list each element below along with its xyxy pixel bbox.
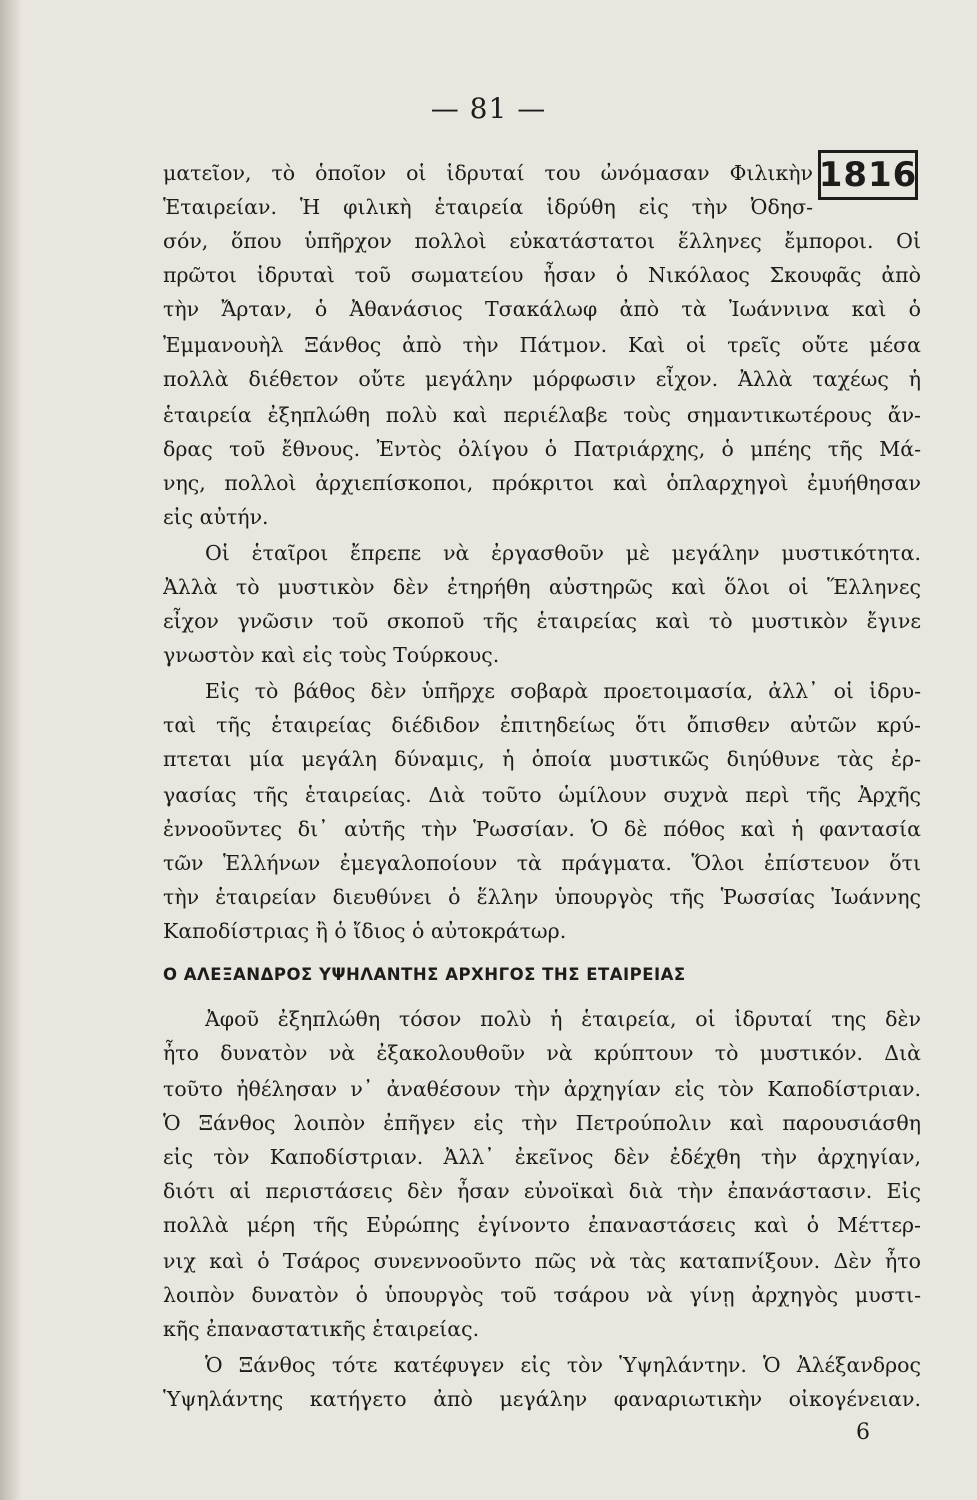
signature-mark: 6 xyxy=(856,1420,870,1445)
text-line: γασίας τῆς ἑταιρείας. Διὰ τοῦτο ὡμίλουν συχνὰ περὶ τῆς Ἀρχῆς xyxy=(163,783,921,807)
text-line: διότι αἱ περιστάσεις δὲν ἦσαν εὐνοϊκαὶ διὰ τὴν ἐπανάστασιν. Εἰς xyxy=(163,1179,921,1203)
text-line: γνωστὸν καὶ εἰς τοὺς Τούρκους. xyxy=(163,643,500,667)
text-line: ἦτο δυνατὸν νὰ ἐξακολουθοῦν νὰ κρύπτουν τὸ μυστικόν. Διὰ xyxy=(163,1041,921,1065)
text-line: Ὑψηλάντης κατήγετο ἀπὸ μεγάλην φαναριωτικὴν οἰκογένειαν. xyxy=(163,1387,921,1411)
text-line: εἶχον γνῶσιν τοῦ σκοποῦ τῆς ἑταιρείας καὶ τὸ μυστικὸν ἔγινε xyxy=(163,609,921,633)
text-line: τὴν ἑταιρείαν διευθύνει ὁ ἕλλην ὑπουργὸς τῆς Ῥωσσίας Ἰωάννης xyxy=(163,885,921,909)
text-line: πολλὰ μέρη τῆς Εὐρώπης ἐγίνοντο ἐπαναστάσεις καὶ ὁ Μέττερ- xyxy=(163,1213,921,1237)
text-line: τῶν Ἑλλήνων ἐμεγαλοποίουν τὰ πράγματα. Ὅλοι ἐπίστευον ὅτι xyxy=(163,851,921,875)
text-line: εἰς αὐτήν. xyxy=(163,505,269,529)
text-line: κῆς ἐπαναστατικῆς ἑταιρείας. xyxy=(163,1317,480,1341)
text-line: Οἱ ἑταῖροι ἔπρεπε νὰ ἐργασθοῦν μὲ μεγάλην μυστικότητα. xyxy=(205,541,921,565)
text-line: εἰς τὸν Καποδίστριαν. Ἀλλ᾽ ἐκεῖνος δὲν ἐδέχθη τὴν ἀρχηγίαν, xyxy=(163,1145,921,1169)
text-line: νιχ καὶ ὁ Τσάρος συνεννοοῦντο πῶς νὰ τὰς καταπνίξουν. Δὲν ἦτο xyxy=(163,1249,921,1273)
text-line: τὴν Ἄρταν, ὁ Ἀθανάσιος Τσακάλωφ ἀπὸ τὰ Ἰωάννινα καὶ ὁ xyxy=(163,297,921,321)
page-edge-shadow xyxy=(0,0,22,1500)
section-heading: Ο ΑΛΕΞΑΝΔΡΟΣ ΥΨΗΛΑΝΤΗΣ ΑΡΧΗΓΟΣ ΤΗΣ ΕΤΑΙΡΕΙΑΣ xyxy=(163,965,686,984)
text-line: ἐννοοῦντες δι᾽ αὐτῆς τὴν Ῥωσσίαν. Ὁ δὲ πόθος καὶ ἡ φαντασία xyxy=(163,817,921,841)
text-line: πολλὰ διέθετον οὔτε μεγάλην μόρφωσιν εἶχον. Ἀλλὰ ταχέως ἡ xyxy=(163,367,921,391)
text-line: Ὁ Ξάνθος τότε κατέφυγεν εἰς τὸν Ὑψηλάντην. Ὁ Ἀλέξανδρος xyxy=(205,1353,921,1377)
text-line: Ἀλλὰ τὸ μυστικὸν δὲν ἐτηρήθη αὐστηρῶς καὶ ὅλοι οἱ Ἕλληνες xyxy=(163,575,921,599)
text-line: ἑταιρεία ἐξηπλώθη πολὺ καὶ περιέλαβε τοὺς σημαντικωτέρους ἄν- xyxy=(163,403,921,427)
text-line: Ὁ Ξάνθος λοιπὸν ἐπῆγεν εἰς τὴν Πετρούπολιν καὶ παρουσιάσθη xyxy=(163,1111,921,1135)
margin-year-box: 1816 xyxy=(818,150,918,200)
text-line: Εἰς τὸ βάθος δὲν ὑπῆρχε σοβαρὰ προετοιμασία, ἀλλ᾽ οἱ ἱδρυ- xyxy=(205,679,921,703)
text-line: Ἑταιρείαν. Ἡ φιλικὴ ἑταιρεία ἱδρύθη εἰς τὴν Ὀδησ- xyxy=(163,195,813,219)
text-line: ματεῖον, τὸ ὁποῖον οἱ ἱδρυταί του ὠνόμασαν Φιλικὴν xyxy=(163,161,813,185)
text-line: ταὶ τῆς ἑταιρείας διέδιδον ἐπιτηδείως ὅτι ὄπισθεν αὐτῶν κρύ- xyxy=(163,713,921,737)
text-line: λοιπὸν δυνατὸν ὁ ὑπουργὸς τοῦ τσάρου νὰ γίνῃ ἀρχηγὸς μυστι- xyxy=(163,1283,921,1307)
text-line: σόν, ὅπου ὑπῆρχον πολλοὶ εὐκατάστατοι ἕλληνες ἔμποροι. Οἱ xyxy=(163,229,921,253)
text-line: νης, πολλοὶ ἀρχιεπίσκοποι, πρόκριτοι καὶ ὁπλαρχηγοὶ ἐμυήθησαν xyxy=(163,471,921,495)
page-number: — 81 — xyxy=(430,92,547,125)
text-line: τοῦτο ἠθέλησαν ν᾽ ἀναθέσουν τὴν ἀρχηγίαν εἰς τὸν Καποδίστριαν. xyxy=(163,1077,921,1101)
text-line: πρῶτοι ἱδρυταὶ τοῦ σωματείου ἦσαν ὁ Νικόλαος Σκουφᾶς ἀπὸ xyxy=(163,263,921,287)
text-line: δρας τοῦ ἔθνους. Ἐντὸς ὀλίγου ὁ Πατριάρχης, ὁ μπέης τῆς Μά- xyxy=(163,437,921,461)
text-line: Ἀφοῦ ἐξηπλώθη τόσον πολὺ ἡ ἑταιρεία, οἱ ἱδρυταί της δὲν xyxy=(205,1007,921,1031)
text-line: Καποδίστριας ἢ ὁ ἴδιος ὁ αὐτοκράτωρ. xyxy=(163,919,567,943)
text-line: Ἐμμανουὴλ Ξάνθος ἀπὸ τὴν Πάτμον. Καὶ οἱ τρεῖς οὔτε μέσα xyxy=(163,333,921,357)
text-line: πτεται μία μεγάλη δύναμις, ἡ ὁποία μυστικῶς διηύθυνε τὰς ἐρ- xyxy=(163,747,921,771)
